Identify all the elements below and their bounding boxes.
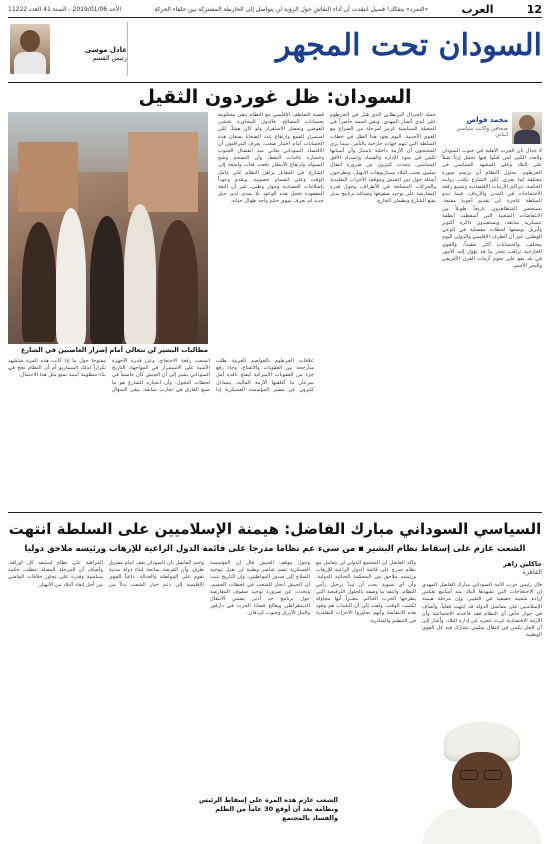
section-header (8, 20, 542, 80)
newspaper-logo: العرب (461, 2, 494, 16)
photo-caption: مطالبات البشير لن تتعالى أمام إصرار الغاضبين في الشارع (20, 346, 208, 354)
page-number: 12 (526, 2, 542, 16)
story2-subhead: الشعب عازم على إسقاط نظام البشير ▪ من سيء عم نظاما مدرجا على قائمة الدول الراعية للإرهاب ورئيسه ملاحق دوليا (24, 544, 526, 554)
interviewee-portrait (422, 718, 542, 844)
main-headline: السودان: ظل غوردون الثقيل (138, 86, 412, 108)
story-divider (8, 512, 542, 513)
story1-column-4: علاقات الخرطوم بالعواصم الغربية ظلت متأرجحة بين العقوبات والانفتاح، وجاء رفع جزء من العقوبات الأميركية ليفتح نافذة أمل سرعان ما أغلقتها الأزمة المالية. يتساءل كثيرون عن مصير المؤسسة العسكرية إذا اتسعت رقعة الاحتجاج، وعن قدرة الأجهزة الأمنية على الاستمرار في المواجهة. التاريخ السوداني يشير إلى أن الجيش كان حاسماً في لحظات التحول، وأن انحيازه للشارع هو ما صنع الفارق في تجارب سابقة. يبقى السؤال مفتوحاً حول ما إذا كانت هذه المرة ستشهد تكراراً لذلك السيناريو أم أن النظام نجح في بناء منظومة أمنية تمنع مثل هذا الاحتمال. (8, 358, 314, 393)
story2-column-2: وأكد الفاضل أن المجتمع الدولي لن يتعامل مع نظام مدرج على قائمة الدول الراعية للإرهاب ورئيسه ملاحق من المحكمة الجنائية الدولية، وأن أي تسوية يجب أن تبدأ برحيل رأس النظام. وانتقد ما وصفه بالحلول الترقيعية التي يطرحها الحزب الحاكم، معتبراً أنها محاولة لكسب الوقت. ولفت إلى أن الشباب هم وقود هذه الانتفاضة وأنهم تجاوزوا الأحزاب التقليدية في التنظيم والمبادرة. (316, 560, 416, 624)
author-name: محمد قواص (466, 116, 508, 124)
top-rule (8, 17, 542, 18)
editor-name: عادل موسى (84, 46, 127, 54)
editor-box (8, 22, 128, 76)
author-role: صحافي وكاتب سياسي لبناني (456, 126, 508, 138)
editor-role: رئيس القسم (92, 54, 127, 62)
pull-quote: الشعب عازم هذه المرة على إسقاط الرئيس ونظامه بعد أن أوقع 30 عاماً من الظلم والفساد بالمجتمع (199, 796, 338, 822)
top-kicker: «التمرد» يتفكك! فصيل انتقدت أن أداء النقاش حول الرؤية لن يتواصل إلى الخارطة المشتركة بين حلفاء الحركة (154, 5, 429, 13)
story2-column-3: وحول موقف الجيش قال إن المؤسسة العسكرية تضم عناصر وطنية لن تقبل بتوجيه السلاح إلى صدور المواطنين، وإن التاريخ يثبت أن الجيش انحاز للشعب في لحظات الحسم. وتحدث عن ضرورة توحيد صفوف المعارضة حول برنامج حد أدنى يضمن الانتقال الديمقراطي ويعالج قضايا الحرب في دارفور والنيل الأزرق وجنوب كردفان. (210, 560, 310, 617)
byline-name: جاكلين زاهر (503, 560, 542, 568)
author-photo (512, 112, 542, 144)
masthead-bar (8, 2, 542, 16)
story2-headline: السياسي السوداني مبارك الفاضل: هيمنة الإسلاميين على السلطة انتهت (8, 520, 542, 538)
byline-place: القاهرة (522, 568, 542, 576)
section-title: السودان تحت المجهر (275, 28, 542, 63)
editor-photo (10, 24, 50, 74)
story2-column-4: وختم الفاضل بأن السودان يقف أمام مفترق طرق، وأن الفرصة سانحة لبناء دولة مدنية تقوم على المواطنة والعدالة، داعياً القوى الإقليمية إلى دعم خيار الشعب بدلاً من المراهنة على نظام استنفد كل أوراقه. وأضاف أن المرحلة المقبلة تتطلب حكمة سياسية وقدرة على تجاوز خلافات الماضي من أجل إنقاذ البلاد من الانهيار. (8, 560, 204, 588)
protest-photo (8, 112, 208, 344)
story2-byline (446, 560, 542, 576)
story2-column-1: قال رئيس حزب الأمة السوداني مبارك الفاضل المهدي إن الاحتجاجات التي تشهدها البلاد منذ أسابيع تعكس إرادة شعبية حقيقية في التغيير، وإن مرحلة هيمنة الإسلاميين على مفاصل الدولة قد انتهت فعلياً. وأضاف في حوار خاص أن النظام فقد قاعدته الاجتماعية وأن الأزمة الاقتصادية عرت عجزه عن إدارة البلاد. وأشار إلى أن الحل يكمن في انتقال سلمي تشارك فيه كل القوى الوطنية. (422, 582, 542, 639)
story1-column-2: حمله الجنرال البريطاني الذي قتل في الخرطوم على أيدي أنصار المهدي، وبقي اسمه حاضراً في المخيلة السياسية كرمز لمرحلة من الصراع مع القوى الأجنبية. اليوم يعود هذا الظل في خطاب السلطة التي تتهم جهات خارجية بالتآمر، بينما يرى المحتجون أن الأزمة داخلية بامتياز وأن أسبابها تكمن في سوء الإدارة والفساد وانسداد الأفق السياسي. يتحدث كثيرون عن ضرورة انتقال سلمي يجنب البلاد سيناريوهات الانهيار، ويطرحون أسئلة حول دور الجيش وموقف الأحزاب التقليدية والحركات المسلحة في الأطراف، وحول قدرة المعارضة على توحيد صفوفها وصياغة برنامج بديل يقنع الشارع ويطمئن الخارج. (330, 112, 436, 205)
author-box (442, 112, 542, 144)
story1-column-3: قضية التعاطف الإقليمي مع النظام تبقى محكومة بحسابات المصالح، فالدول المجاورة تخشى الفوضى وتفضل الاستقرار ولو كان هشاً. لكن استمرار القمع وارتفاع عدد الضحايا يضعان هذه الحسابات أمام اختبار صعب. يعرف المراقبون أن الاقتصاد السوداني يعاني منذ انفصال الجنوب وخسارة عائدات النفط، وأن التضخم وشح السيولة وارتفاع الأسعار دفعت فئات واسعة إلى الشارع. في المقابل يراهن النظام على عامل الوقت وعلى انقسام خصومه، ويقدم وعوداً بإصلاحات اقتصادية وحوار وطني، غير أن الثقة المفقودة تجعل هذه الوعود بلا صدى لدى جيل جديد لم يعرف سوى حكم واحد طوال حياته. (218, 112, 324, 205)
issue-info: الأحد 2019/01/06 - السنة 41 العدد 11222 (8, 5, 121, 13)
section-rule (8, 82, 542, 83)
story1-column-1: لا جدال بأن الحرب الأهلية في جنوب السودان والعدد الكبير لمن قتلوا فيها تحمل إرثاً ثقيلاً على البلاد وعلى المشهد السياسي في الخرطوم. يحاول النظام أن يرسم صورة مختلفة لما يجري، لكن الشارع يكتب روايته الخاصة. تتراكم الأزمات الاقتصادية وتتسع رقعة الاحتجاجات في المدن والأرياف، فيما تبدو السلطة عاجزة عن تقديم أجوبة مقنعة. يستحضر المتظاهرون تاريخاً طويلاً من الانتفاضات الشعبية التي أسقطت أنظمة عسكرية سابقة، ويستعيدون ذاكرة أكتوبر وأبريل بوصفها لحظات مفصلية في الوعي الوطني. غير أن الظرف الإقليمي والدولي اليوم مختلف، والحسابات أكثر تعقيداً، والقوى الخارجية تراقب بحذر ما قد تؤول إليه الأمور في بلد يقع على تخوم أزمات القرن الأفريقي والبحر الأحمر. (442, 148, 542, 270)
